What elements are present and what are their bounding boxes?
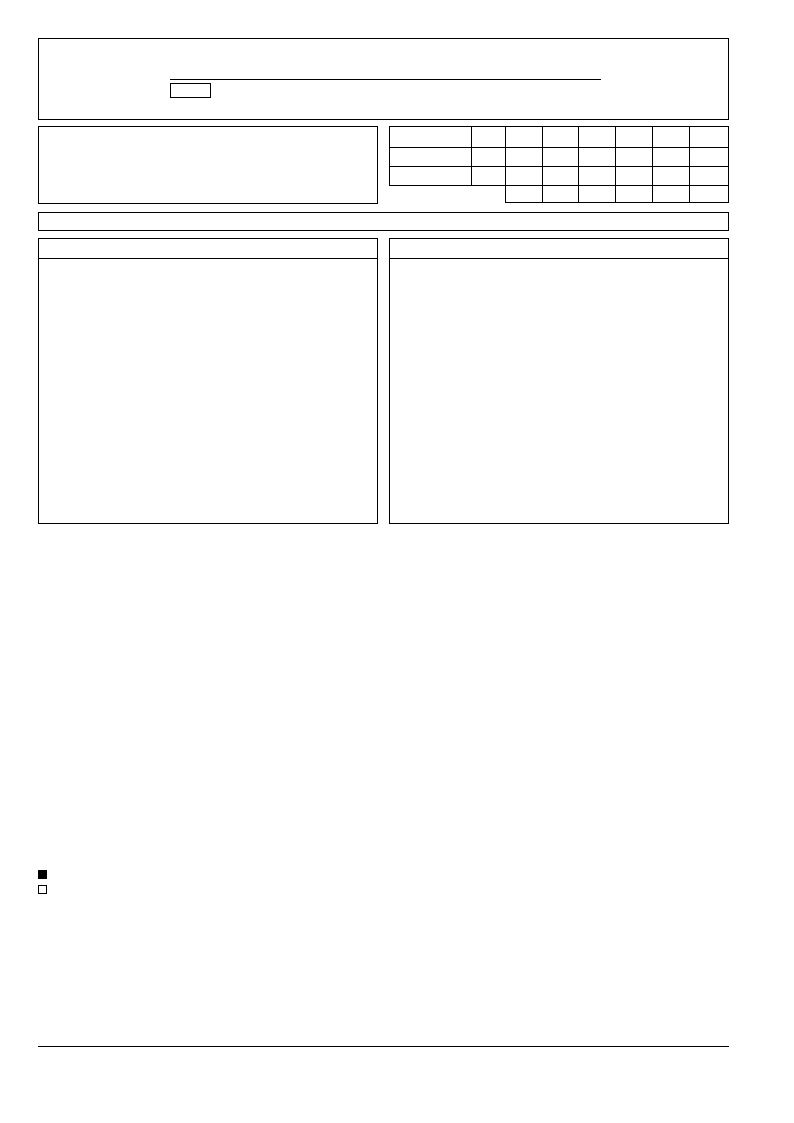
results-sets-home [471, 148, 505, 167]
results-score-away [653, 167, 690, 186]
results-team-home [390, 148, 472, 167]
results-score-home [616, 148, 653, 167]
results-total-home [690, 148, 729, 167]
results-score-home [505, 148, 542, 167]
header-box [38, 38, 729, 120]
results-header-sets [471, 127, 505, 148]
empty-square-icon [38, 885, 47, 894]
title-underline [170, 79, 601, 80]
results-total-away [690, 167, 729, 186]
referees-box [38, 212, 729, 231]
results-header-set3 [579, 127, 616, 148]
results-table [389, 126, 729, 203]
report-code [170, 83, 211, 98]
set-duration-label [390, 186, 506, 203]
set-duration [579, 186, 616, 203]
set-duration [653, 186, 690, 203]
team-home-roster [38, 238, 378, 524]
team-away-roster [389, 238, 729, 524]
results-header-set2 [542, 127, 579, 148]
results-score-home [542, 148, 579, 167]
results-header-total [690, 127, 729, 148]
results-score-away [579, 167, 616, 186]
results-sets-away [471, 167, 505, 186]
set-duration-total [690, 186, 729, 203]
set-duration [542, 186, 579, 203]
results-score-away [542, 167, 579, 186]
results-header-set1 [505, 127, 542, 148]
legend [38, 868, 738, 898]
match-info-box [38, 126, 378, 204]
filled-square-icon [38, 870, 47, 879]
results-header-set5 [653, 127, 690, 148]
results-header-set4 [616, 127, 653, 148]
results-score-away [616, 167, 653, 186]
results-header-teams [390, 127, 472, 148]
results-team-away [390, 167, 472, 186]
footer-line [38, 1046, 729, 1047]
divider [390, 258, 728, 259]
results-score-home [579, 148, 616, 167]
set-duration [616, 186, 653, 203]
set-duration [505, 186, 542, 203]
divider [39, 258, 377, 259]
results-score-away [505, 167, 542, 186]
results-score-home [653, 148, 690, 167]
